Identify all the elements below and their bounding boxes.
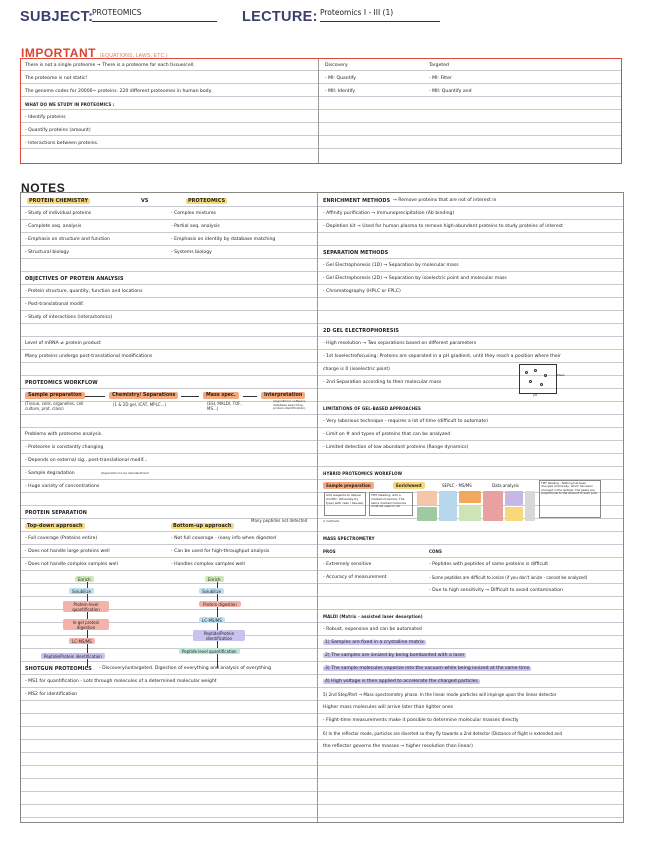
gel-title: 2D GEL ELECTROPHORESIS <box>323 328 399 334</box>
notes-box <box>20 192 624 823</box>
chem-row: - Study of individual proteins <box>25 211 92 216</box>
objective-row: - Protein structure, quantity, function and locations <box>25 289 143 294</box>
td-flow-step: Solubilize <box>69 588 94 594</box>
sep-methods-title: SEPARATION METHODS <box>323 250 389 256</box>
vs-label: VS <box>141 198 149 204</box>
sep-method-row: - Gel Electrophoresis (2D) → Separation by isoelectric point and molecular mass <box>323 276 507 281</box>
proteomics-heading: PROTEOMICS <box>188 198 226 204</box>
objectives-title: OBJECTIVES OF PROTEIN ANALYSIS <box>25 276 124 282</box>
important-subtitle: (EQUATIONS, LAWS, ETC.) <box>99 53 168 59</box>
bu-flow-step: Peptide/Protein identification <box>193 630 245 641</box>
chem-row: - Emphasis on structure and function <box>25 237 111 242</box>
topdown-row: - Full coverage (Proteins entire) <box>25 536 98 541</box>
limitation-row: - Very laborious technique - requires a lot of time (difficult to automate) <box>323 419 488 424</box>
ms-title: MASS SPECTROMETRY <box>323 536 375 541</box>
topdown-heading: Top-down approach <box>27 523 83 529</box>
maldi-title: MALDI (Matrix - assisted laser desorption) <box>323 614 423 619</box>
maldi-row: - Flight-time measurements make it possible to determine molecular masses directly <box>323 718 519 723</box>
topdown-row: - Does not handle complex samples well <box>25 562 118 567</box>
workflow-sub: (1 & 2D gel, ICAT, MPLC...) <box>113 402 166 407</box>
workflow-step: Chemistry/ Separations <box>109 392 178 399</box>
subject-label: SUBJECT: <box>20 9 94 25</box>
td-flow-step: Enrich <box>75 576 94 582</box>
prot-row: - Complex mixtures <box>171 211 216 216</box>
workflow-title: PROTEOMICS WORKFLOW <box>25 380 98 386</box>
workflow-sub: (Tissue, cells, organelles, cell culture, prot. class) <box>25 401 84 411</box>
maldi-row: 3) The sample molecules vaporize into the vacuum while being ionized at the same time <box>325 666 530 671</box>
workflow-step: Interpretation <box>261 392 305 399</box>
bu-flow-step: LC-MS/MS <box>199 617 225 623</box>
enrichment-row: - Depletion kit → Used for human plasma to remove high-abundant proteins to study proteins of interest <box>323 224 563 229</box>
gel-row: - 2nd Separation according to their molecular mass <box>323 380 442 385</box>
limitations-title: LIMITATIONS OF GEL-BASED APPROACHES <box>323 406 421 411</box>
workflow-step: Mass spec. <box>203 392 239 399</box>
important-left-line: - Interactions between proteins. <box>25 141 99 146</box>
maldi-row: 5) 2nd Step/Part → Mass spectrometry phase. In the linear mode particles will impinge upon the linear detector <box>323 692 557 697</box>
header <box>20 4 626 26</box>
gel-row: charge is 0 (isoelectric point) <box>323 367 390 372</box>
sep-method-row: - Gel Electrophoresis (1D) → Separation by molecular mass <box>323 263 459 268</box>
important-right-col2: - MII: Quantify and <box>429 89 472 94</box>
maldi-row: Higher mass molecules will arrive later than lighter ones <box>323 705 454 710</box>
important-title-text: IMPORTANT <box>21 46 96 60</box>
sep-method-row: - Chromatography (HPLC or FPLC) <box>323 289 401 294</box>
shotgun-title: SHOTGUN PROTEOMICS <box>25 666 92 672</box>
gel-row: - High resolution → Two separations based on different parameters <box>323 341 477 346</box>
gel-axis-x: pH <box>533 393 538 397</box>
shotgun-row: - MS1 for quantification - Lots through molecules of a determined molecular weight <box>25 679 217 684</box>
important-left-line: The genome codes for 20000~ proteins. 220 different proteomes in human body. <box>25 89 213 94</box>
maldi-row: 6) In the reflector mode, particles are diverted so they fly towards a 2nd detector (Distance of flight is extended and <box>323 731 563 736</box>
workflow-step: Sample preparation <box>25 392 85 399</box>
workflow-sub: (Algorithmic software, database searching, protein identification) <box>273 399 307 410</box>
bottomup-note: Many peptides not detected <box>251 518 308 523</box>
hybrid-note: 2 methods: <box>323 519 341 523</box>
enrichment-row: - Affinity purification → Immunoprecipitation (Ab binding) <box>323 211 455 216</box>
pros-row: - Extremely sensitive <box>323 562 372 567</box>
hybrid-step: Data analysis <box>492 483 520 488</box>
bottomup-row: - Not full coverage - (easy info when digested <box>171 536 276 541</box>
limitation-row: - Limit on # and types of proteins that can be analyzed <box>323 432 451 437</box>
limitation-row: - Limited detection of low abundant proteins (Range dynamics) <box>323 445 469 450</box>
important-box <box>20 58 622 164</box>
enrichment-desc: → Remove proteins that are not of interest in <box>393 198 497 203</box>
maldi-row: - Robust, expensive and can be automated <box>323 627 422 632</box>
chem-row: - Structural biology <box>25 250 70 255</box>
shotgun-desc: - Discovery/untargeted. Digestion of everything and analysis of everything <box>99 666 272 671</box>
subject-value: PROTEOMICS <box>92 8 217 22</box>
problem-row: - Depends on external sig., post-translational modif... <box>25 458 148 463</box>
hybrid-step: Enrichment <box>393 482 425 489</box>
bu-flow-step: Protein digestion <box>199 601 241 607</box>
bu-flow-step: Solubilize <box>199 588 224 594</box>
problems-title: Problems with proteome analysis. <box>25 432 103 437</box>
pros-heading: PROS <box>323 549 336 554</box>
lecture-label: LECTURE: <box>242 9 318 25</box>
lecture-value: Proteomics I - III (1) <box>320 8 440 22</box>
maldi-row: the reflector governs the masses → higher resolution than linear) <box>323 744 473 749</box>
problems-note: (Separation to be standardized) <box>101 471 149 475</box>
important-left-line: - Identify proteins <box>25 115 66 120</box>
td-flow-step: Protein-level quantification <box>63 601 109 612</box>
maldi-row: 4) High voltage is then applied to accelerate the charged particles <box>325 679 478 684</box>
tmt-note: TMT labeling - Nothing has been changed chemically, which has been changed in the isotope. The peaks are proportional to the amount of each prot. <box>539 480 601 518</box>
hybrid-step: SEPLC - MS/MS <box>442 483 472 488</box>
bottomup-row: - Handles complex samples well <box>171 562 245 567</box>
objective-row: - Post-translational modif. <box>25 302 84 307</box>
cons-row: - Some peptides are difficult to ionize (if you don't ionize - cannot be analyzed) <box>429 575 588 580</box>
gel-row: - 1st Isoelectrofocusing: Proteins are separated in a pH gradient, until they reach a position where their <box>323 354 561 359</box>
bottomup-heading: Bottom-up approach <box>173 523 232 529</box>
gel-diagram <box>519 364 557 394</box>
prot-row: - Emphasis on identity by database matching <box>171 237 276 242</box>
problem-row: - Proteome is constantly changing <box>25 445 104 450</box>
hybrid-note: Add reagents to deliver modific. (Diversity by type) with cells / tissues) <box>324 492 366 516</box>
separation-title: PROTEIN SEPARATION <box>25 510 87 516</box>
cons-row: - Due to high sensitivity → Difficult to avoid contamination <box>429 588 564 593</box>
important-right-col1: Discovery <box>325 63 348 68</box>
hybrid-title: HYBRID PROTEOMICS WORKFLOW <box>323 471 403 476</box>
td-flow-step: Peptide/Protein identification <box>41 653 105 659</box>
important-left-line: - Quantify proteins (amount) <box>25 128 91 133</box>
td-flow-step: LC-MS/MS <box>69 638 95 644</box>
important-left-line: The proteome is not static! <box>25 76 88 81</box>
topdown-row: - Does not handle large proteins well <box>25 549 110 554</box>
important-left-line: There is not a single proteome → There is a proteome for each tissue/cell. <box>25 63 195 68</box>
protein-chemistry-heading: PROTEIN CHEMISTRY <box>29 198 89 204</box>
prot-row: - Partial seq. analysis <box>171 224 220 229</box>
chem-row: - Complete seq. analysis <box>25 224 82 229</box>
td-flow-step: In-gel protein digestion <box>63 619 109 630</box>
maldi-row: 1) Samples are fixed in a crystalline matrix <box>325 640 424 645</box>
gel-axis-y: Mass <box>557 373 565 377</box>
prot-row: - Systems biology <box>171 250 212 255</box>
objective-row: - Study of interactions (interactomics) <box>25 315 113 320</box>
enrichment-title: ENRICHMENT METHODS <box>323 198 391 204</box>
problem-row: - Huge variety of concentrations <box>25 484 100 489</box>
pros-row: - Accuracy of measurement <box>323 575 387 580</box>
important-left-line: WHAT DO WE STUDY IN PROTEOMICS : <box>25 102 115 107</box>
bottomup-row: - Can be used for high-throughput analysis <box>171 549 270 554</box>
mrna-row: Many proteins undergo post-translational modifications <box>25 354 153 359</box>
bu-flow-step: Peptide level quantification <box>179 648 240 654</box>
shotgun-row: - MS2 for identification <box>25 692 78 697</box>
workflow-sub: (ESI, MALDI, TOF, MS...) <box>207 401 242 411</box>
important-right-col1: - MII: Identify <box>325 89 356 94</box>
problem-row: - Sample degradation <box>25 471 75 476</box>
mrna-row: Level of mRNA ≠ protein product <box>25 341 101 346</box>
important-right-col2: - MI: Filter <box>429 76 452 81</box>
cons-row: - Peptides with peptides of same proteins is difficult <box>429 562 548 567</box>
hybrid-step: Sample preparation <box>323 482 374 489</box>
notes-title: NOTES <box>21 181 66 195</box>
hybrid-note: TMT labeling: Add a marked molecule. The same marked molecule must be used in all <box>369 492 413 516</box>
important-right-col2: Targeted <box>429 63 449 68</box>
maldi-row: 2) The samples are ionized by being bombarded with a laser <box>325 653 465 658</box>
important-right-col1: - MI: Quantify <box>325 76 357 81</box>
bu-flow-step: Enrich <box>205 576 224 582</box>
cons-heading: CONS <box>429 549 442 554</box>
